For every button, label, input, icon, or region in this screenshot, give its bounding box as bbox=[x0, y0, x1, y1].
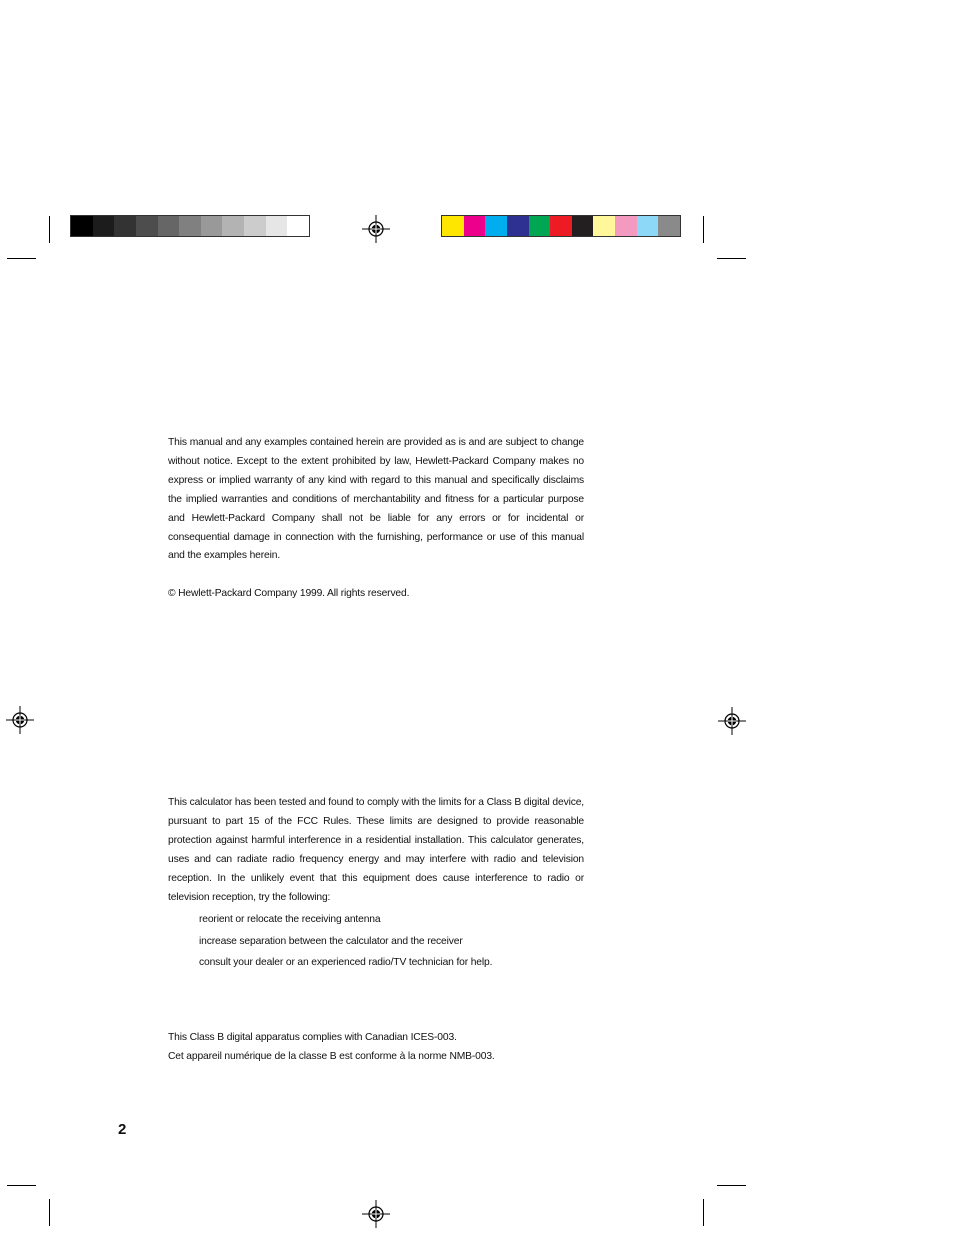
gray-swatch bbox=[266, 216, 288, 236]
gray-swatch bbox=[93, 216, 115, 236]
canada-compliance-french: Cet appareil numérique de la classe B est conforme à la norme NMB-003. bbox=[168, 1051, 495, 1062]
color-swatch bbox=[550, 216, 572, 236]
gray-swatch bbox=[71, 216, 93, 236]
crop-mark bbox=[7, 258, 36, 259]
color-swatch bbox=[464, 216, 486, 236]
crop-mark bbox=[7, 1185, 36, 1186]
crop-mark bbox=[717, 1185, 746, 1186]
crop-mark bbox=[49, 1199, 50, 1226]
gray-swatch bbox=[222, 216, 244, 236]
copyright-notice: © Hewlett-Packard Company 1999. All rights reserved. bbox=[168, 588, 410, 599]
grayscale-calibration-bar bbox=[70, 215, 310, 237]
color-swatch bbox=[593, 216, 615, 236]
disclaimer-text: This manual and any examples contained herein are provided as is and are subject to change without notice. Except to the extent prohibited by law, Hewlett-Packard Company makes no express or implied warranty of any kind with regard to this manual and specifically disclaims the implied warranties and conditions of merchantability and fitness for a particular purpose and Hewlett-Packard Company shall not be liable for any errors or for incidental or consequential damage in connection with the furnishing, performance or use of this manual and the examples herein. bbox=[168, 437, 584, 562]
fcc-statement bbox=[168, 794, 584, 907]
crop-mark bbox=[703, 216, 704, 243]
crop-mark bbox=[49, 216, 50, 243]
color-calibration-bar bbox=[441, 215, 681, 237]
color-swatch bbox=[507, 216, 529, 236]
color-swatch bbox=[637, 216, 659, 236]
color-swatch bbox=[529, 216, 551, 236]
registration-mark-icon bbox=[6, 706, 34, 734]
gray-swatch bbox=[244, 216, 266, 236]
gray-swatch bbox=[287, 216, 309, 236]
crop-mark bbox=[703, 1199, 704, 1226]
gray-swatch bbox=[136, 216, 158, 236]
color-swatch bbox=[615, 216, 637, 236]
list-item: increase separation between the calculator and the receiver bbox=[199, 935, 463, 947]
color-swatch bbox=[442, 216, 464, 236]
gray-swatch bbox=[201, 216, 223, 236]
list-item: consult your dealer or an experienced radio/TV technician for help. bbox=[199, 957, 493, 968]
fcc-statement-text: This calculator has been tested and found to comply with the limits for a Class B digital device, pursuant to part 15 of the FCC Rules. These limits are designed to provide reasonable protection against harmful interference in a residential installation. This calculator generates, uses and can radiate radio frequency energy and may interfere with radio and television reception. In the unlikely event that this equipment does cause interference to radio or television reception, try the following: bbox=[168, 797, 584, 903]
registration-mark-icon bbox=[718, 707, 746, 735]
gray-swatch bbox=[114, 216, 136, 236]
gray-swatch bbox=[158, 216, 180, 236]
registration-mark-icon bbox=[362, 215, 390, 243]
color-swatch bbox=[658, 216, 680, 236]
crop-mark bbox=[717, 258, 746, 259]
registration-mark-icon bbox=[362, 1200, 390, 1228]
fcc-remedy-list bbox=[199, 909, 492, 974]
gray-swatch bbox=[179, 216, 201, 236]
color-swatch bbox=[572, 216, 594, 236]
color-swatch bbox=[485, 216, 507, 236]
disclaimer-paragraph bbox=[168, 434, 584, 566]
canada-compliance-english: This Class B digital apparatus complies with Canadian ICES-003. bbox=[168, 1032, 457, 1043]
list-item: reorient or relocate the receiving antenna bbox=[199, 914, 381, 925]
page-number: 2 bbox=[118, 1121, 127, 1138]
